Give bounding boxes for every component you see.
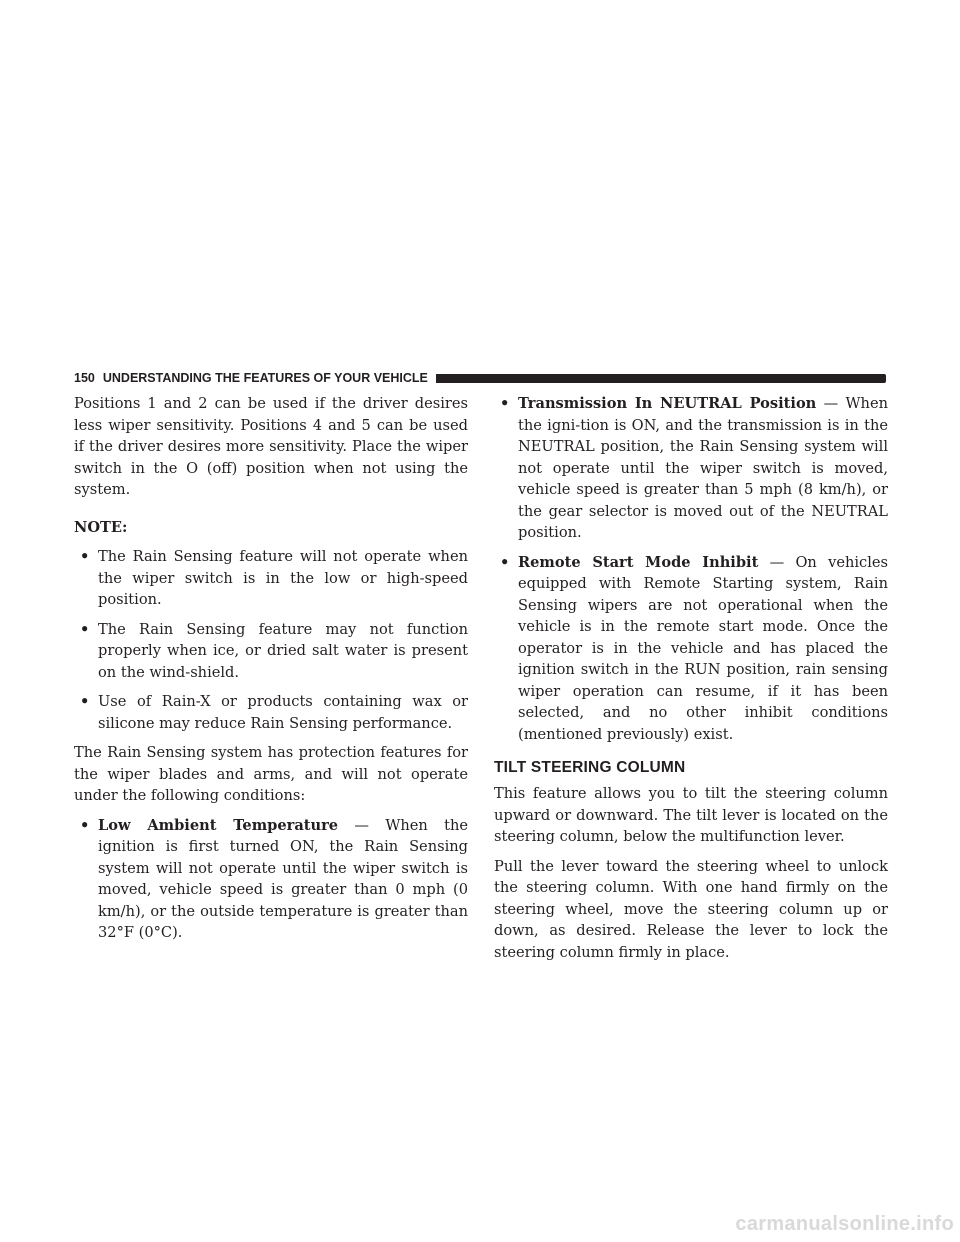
header-rule	[436, 374, 886, 383]
condition-title: Low Ambient Temperature	[98, 816, 339, 834]
page-header	[74, 368, 886, 388]
condition-title: Remote Start Mode Inhibit	[518, 553, 759, 571]
note-text: The Rain Sensing feature will not operate when the wiper switch is in the low or high-speed position.	[98, 548, 468, 608]
note-list	[74, 546, 468, 734]
condition-text: — When the ignition is first turned ON, the Rain Sensing system will not operate until the wiper switch is moved, vehicle speed is greater than 0 mph (0 km/h), or the outside temperature is greater than 32°F (0°C).	[98, 816, 468, 941]
list-item	[494, 552, 888, 746]
right-column	[494, 393, 888, 971]
conditions-list-continued	[494, 393, 888, 745]
tilt-paragraph-2: Pull the lever toward the steering wheel to unlock the steering column. With one hand firmly on the steering wheel, move the steering column up or down, as desired. Release the lever to lock the steering column firmly in place.	[494, 857, 888, 961]
condition-text: — When the igni-tion is ON, and the transmission is in the NEUTRAL position, the Rain Sensing system will not operate until the wiper switch is moved, vehicle speed is greater than 5 mph (8 km/h), or the gear selector is moved out of the NEUTRAL position.	[518, 395, 888, 541]
bullet-icon: •	[80, 693, 90, 710]
condition-text: — On vehicles equipped with Remote Starting system, Rain Sensing wipers are not operational when the vehicle is in the remote start mode. Once the operator is in the vehicle and has placed the ignition switch in the RUN position, rain sensing wiper operation can resume, if it has been selected, and no other inhibit conditions (mentioned previously) exist.	[518, 553, 888, 743]
bullet-icon: •	[500, 395, 510, 412]
section-title: UNDERSTANDING THE FEATURES OF YOUR VEHICLE	[102, 371, 428, 385]
list-item	[74, 619, 468, 684]
conditions-list	[74, 815, 468, 944]
page-number: 150	[74, 371, 95, 385]
list-item	[74, 815, 468, 944]
note-text: Use of Rain-X or products containing wax or silicone may reduce Rain Sensing performance.	[98, 693, 468, 732]
bullet-icon: •	[80, 620, 90, 638]
tilt-paragraph-1: This feature allows you to tilt the steering column upward or downward. The tilt lever is located on the steering column, below the multifunction lever.	[494, 785, 888, 845]
protection-paragraph: The Rain Sensing system has protection features for the wiper blades and arms, and will not operate under the following conditions:	[74, 744, 468, 804]
note-label: NOTE:	[74, 518, 128, 536]
bullet-icon: •	[80, 816, 90, 834]
list-item	[74, 546, 468, 611]
intro-paragraph: Positions 1 and 2 can be used if the driver desires less wiper sensitivity. Positions 4 and 5 can be used if the driver desires more sensitivity. Place the wiper switch in the O (off) position when not using the system.	[74, 395, 468, 498]
bullet-icon: •	[80, 548, 90, 565]
list-item	[494, 393, 888, 544]
bullet-icon: •	[500, 553, 510, 571]
condition-title: Transmission In NEUTRAL Position	[518, 395, 817, 412]
note-text: The Rain Sensing feature may not function properly when ice, or dried salt water is present on the wind-shield.	[98, 620, 468, 681]
watermark: carmanualsonline.info	[735, 1213, 954, 1235]
list-item	[74, 691, 468, 734]
left-column	[74, 393, 468, 952]
section-heading: TILT STEERING COLUMN	[494, 759, 686, 776]
